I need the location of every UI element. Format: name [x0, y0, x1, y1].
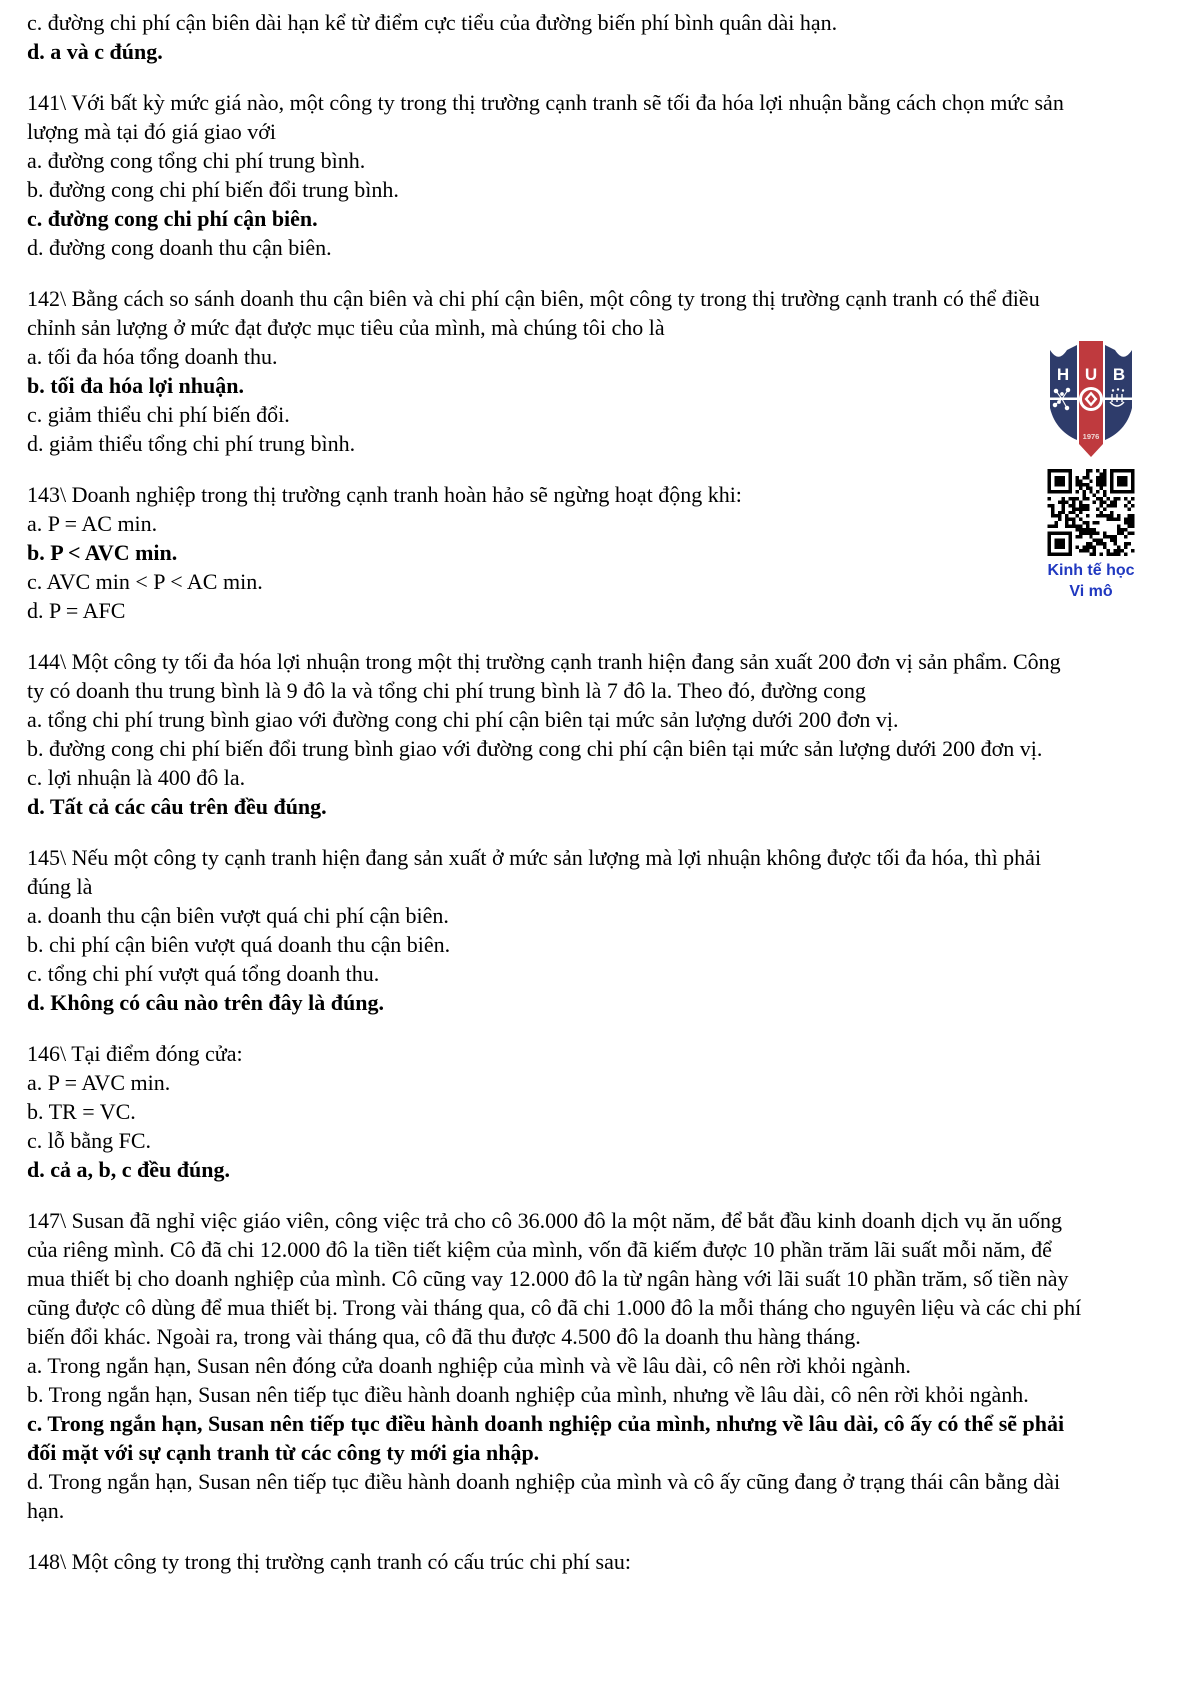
text-line: biến đổi khác. Ngoài ra, trong vài tháng qua, cô đã thu được 4.500 đô la doanh thu hàng tháng.	[27, 1324, 861, 1349]
text-line: a. doanh thu cận biên vượt quá chi phí cận biên.	[27, 903, 449, 928]
text-line: ty có doanh thu trung bình là 9 đô la và tổng chi phí trung bình là 7 đô la. Theo đó, đường cong	[27, 678, 866, 703]
text-line: c. lợi nhuận là 400 đô la.	[27, 765, 246, 790]
text-line: d. cả a, b, c đều đúng.	[27, 1157, 230, 1182]
text-line: d. Không có câu nào trên đây là đúng.	[27, 990, 384, 1015]
text-line: 143\ Doanh nghiệp trong thị trường cạnh tranh hoàn hảo sẽ ngừng hoạt động khi:	[27, 482, 742, 507]
text-line: đúng là	[27, 874, 93, 899]
question-146	[27, 1039, 1187, 1184]
text-line: b. chi phí cận biên vượt quá doanh thu cận biên.	[27, 932, 451, 957]
text-line: d. Trong ngắn hạn, Susan nên tiếp tục điều hành doanh nghiệp của mình và cô ấy cũng đang ở trạng thái cân bằng dài	[27, 1469, 1061, 1494]
text-line: c. đường chi phí cận biên dài hạn kể từ điểm cực tiểu của đường biến phí bình quân dài hạn.	[27, 10, 838, 35]
text-line: 142\ Bằng cách so sánh doanh thu cận biên và chi phí cận biên, một công ty trong thị trường cạnh tranh có thể điều	[27, 286, 1040, 311]
logo-letter-h: H	[1056, 365, 1070, 384]
text-line: a. đường cong tổng chi phí trung bình.	[27, 148, 366, 173]
text-line: c. giảm thiểu chi phí biến đổi.	[27, 402, 290, 427]
text-line: 147\ Susan đã nghỉ việc giáo viên, công việc trả cho cô 36.000 đô la một năm, để bắt đầu kinh doanh dịch vụ ăn uống	[27, 1208, 1062, 1233]
text-line: b. Trong ngắn hạn, Susan nên tiếp tục điều hành doanh nghiệp của mình, nhưng về lâu dài, cô nên rời khỏi ngành.	[27, 1382, 1029, 1407]
text-line: c. Trong ngắn hạn, Susan nên tiếp tục điều hành doanh nghiệp của mình, nhưng về lâu dài, cô ấy có thể sẽ phải	[27, 1411, 1065, 1436]
text-line: c. đường cong chi phí cận biên.	[27, 206, 318, 231]
text-line: b. P < AVC min.	[27, 540, 178, 565]
question-list	[27, 8, 1187, 1598]
text-line: d. giảm thiểu tổng chi phí trung bình.	[27, 431, 356, 456]
text-line: chỉnh sản lượng ở mức đạt được mục tiêu của mình, mà chúng tôi cho là	[27, 315, 665, 340]
text-line: 141\ Với bất kỳ mức giá nào, một công ty trong thị trường cạnh tranh sẽ tối đa hóa lợi nhuận bằng cách chọn mức sản	[27, 90, 1064, 115]
question-141	[27, 88, 1187, 262]
text-line: của riêng mình. Cô đã chi 12.000 đô la tiền tiết kiệm của mình, vốn đã kiếm được 10 phần trăm lãi suất mỗi năm, để	[27, 1237, 1052, 1262]
text-line: 144\ Một công ty tối đa hóa lợi nhuận trong một thị trường cạnh tranh hiện đang sản xuất 200 đơn vị sản phẩm. Công	[27, 649, 1061, 674]
text-line: 145\ Nếu một công ty cạnh tranh hiện đang sản xuất ở mức sản lượng mà lợi nhuận không được tối đa hóa, thì phải	[27, 845, 1042, 870]
text-line: b. tối đa hóa lợi nhuận.	[27, 373, 244, 398]
text-line: a. tổng chi phí trung bình giao với đường cong chi phí cận biên tại mức sản lượng dưới 200 đơn vị.	[27, 707, 899, 732]
text-line: lượng mà tại đó giá giao với	[27, 119, 277, 144]
logo-coin-emblem-icon	[1079, 387, 1103, 411]
branding-sidebar	[1042, 336, 1140, 602]
text-line: b. đường cong chi phí biến đổi trung bình.	[27, 177, 399, 202]
text-line: c. AVC min < P < AC min.	[27, 569, 263, 594]
question-145	[27, 843, 1187, 1017]
text-line: c. lỗ bằng FC.	[27, 1128, 152, 1153]
hub-university-logo-icon	[1047, 336, 1135, 462]
logo-letter-b: B	[1112, 365, 1126, 384]
text-line: a. P = AC min.	[27, 511, 158, 536]
text-line: a. Trong ngắn hạn, Susan nên đóng cửa doanh nghiệp của mình và về lâu dài, cô nên rời khỏi ngành.	[27, 1353, 911, 1378]
text-line: d. Tất cả các câu trên đều đúng.	[27, 794, 327, 819]
text-line: cũng được cô dùng để mua thiết bị. Trong vài tháng qua, cô đã chi 1.000 đô la mỗi tháng cho nguyên liệu và các chi phí	[27, 1295, 1082, 1320]
text-line: d. P = AFC	[27, 598, 126, 623]
logo-year: 1976	[1082, 432, 1100, 441]
question-140-fragment	[27, 8, 1187, 66]
question-148	[27, 1547, 1187, 1576]
text-line: d. a và c đúng.	[27, 39, 163, 64]
logo-letter-u: U	[1084, 365, 1098, 384]
text-line: d. đường cong doanh thu cận biên.	[27, 235, 332, 260]
question-143	[27, 480, 1187, 625]
text-line: a. P = AVC min.	[27, 1070, 171, 1095]
text-line: a. tối đa hóa tổng doanh thu.	[27, 344, 278, 369]
text-line: 148\ Một công ty trong thị trường cạnh tranh có cấu trúc chi phí sau:	[27, 1549, 631, 1574]
text-line: c. tổng chi phí vượt quá tổng doanh thu.	[27, 961, 380, 986]
qr-code	[1046, 469, 1136, 556]
text-line: hạn.	[27, 1498, 65, 1523]
text-line: đối mặt với sự cạnh tranh từ các công ty mới gia nhập.	[27, 1440, 540, 1465]
text-line: b. đường cong chi phí biến đổi trung bình giao với đường cong chi phí cận biên tại mức sản lượng dưới 200 đơn vị.	[27, 736, 1043, 761]
text-line: mua thiết bị cho doanh nghiệp của mình. Cô cũng vay 12.000 đô la từ ngân hàng với lãi suất 10 phần trăm, số tiền này	[27, 1266, 1069, 1291]
question-142	[27, 284, 1187, 458]
question-144	[27, 647, 1187, 821]
question-147	[27, 1206, 1187, 1525]
qr-caption-line2: Vi mô	[1069, 583, 1113, 600]
qr-caption-line1: Kinh tế học	[1047, 562, 1135, 579]
text-line: b. TR = VC.	[27, 1099, 136, 1124]
text-line: 146\ Tại điểm đóng cửa:	[27, 1041, 243, 1066]
